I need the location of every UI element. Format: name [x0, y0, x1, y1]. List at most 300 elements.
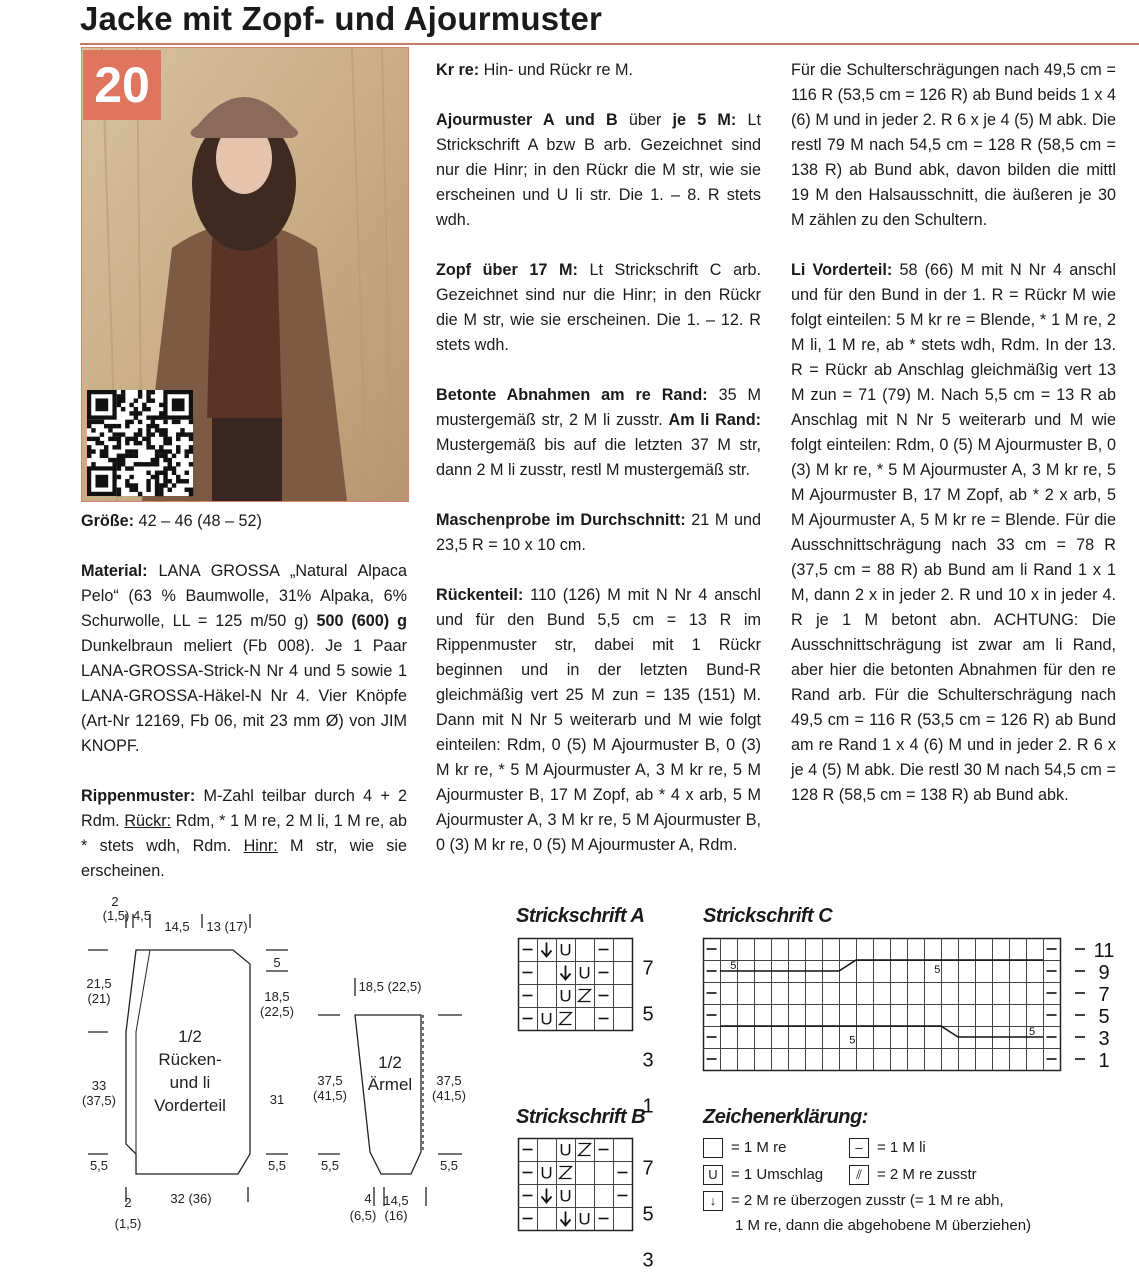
qr-module: [189, 437, 193, 441]
qr-module: [117, 466, 121, 470]
qr-module: [121, 398, 125, 402]
qr-module: [121, 454, 125, 458]
dim-sleeve-41-5: (41,5): [313, 1088, 347, 1103]
qr-module: [100, 454, 104, 458]
qr-module: [163, 449, 167, 453]
row-number: 1: [642, 1095, 654, 1118]
qr-module: [108, 458, 112, 462]
rib-text-2: Rdm, * 1 M re, 2 M li, 1 M re, ab * stets wdh, Rdm.: [81, 812, 407, 855]
qr-module: [134, 437, 138, 441]
dim-1-5-bottom: (1,5): [114, 1216, 142, 1231]
cable-five-label: 5: [1029, 1025, 1036, 1038]
qr-module: [138, 390, 142, 394]
qr-module: [129, 466, 133, 470]
legend-row-knit: [703, 1135, 786, 1160]
qr-module: [172, 454, 176, 458]
qr-module: [146, 462, 150, 466]
yarn-over-mark: U: [540, 1163, 553, 1183]
qr-module: [168, 458, 172, 462]
dim-sleeve-41-5-right: (41,5): [432, 1088, 466, 1103]
qr-module: [138, 492, 142, 496]
qr-module: [112, 432, 116, 436]
qr-module: [95, 441, 99, 445]
back-label-2: Rücken-: [158, 1050, 222, 1069]
qr-module: [138, 432, 142, 436]
qr-module: [117, 458, 121, 462]
qr-module: [117, 445, 121, 449]
qr-module: [163, 441, 167, 445]
back-piece-label: Rückenteil:: [436, 586, 524, 604]
size-label: Größe:: [81, 512, 135, 530]
qr-module: [163, 475, 167, 479]
skp-down-arrow-icon: ↓: [703, 1191, 723, 1211]
qr-module: [155, 479, 159, 483]
qr-module: [138, 394, 142, 398]
dim-sleeve-5-5-left: 5,5: [320, 1158, 340, 1173]
qr-module: [108, 437, 112, 441]
column-2: [436, 58, 761, 883]
qr-module: [176, 432, 180, 436]
qr-module: [121, 390, 125, 394]
qr-module: [95, 420, 99, 424]
chart-b-title: Strickschrift B: [516, 1106, 646, 1128]
qr-module: [168, 466, 172, 470]
qr-module: [168, 437, 172, 441]
qr-module: [151, 462, 155, 466]
qr-module: [185, 479, 189, 483]
legend-yarnover: = 1 Umschlag: [731, 1166, 824, 1183]
qr-module: [151, 420, 155, 424]
qr-module: [163, 428, 167, 432]
yarn-over-mark: U: [578, 963, 591, 983]
qr-module: [112, 424, 116, 428]
qr-module: [134, 454, 138, 458]
qr-module: [189, 462, 193, 466]
qr-module: [155, 488, 159, 492]
qr-module: [163, 479, 167, 483]
qr-module: [117, 475, 121, 479]
qr-module: [155, 471, 159, 475]
qr-module: [87, 445, 91, 449]
qr-module: [168, 479, 172, 483]
qr-module: [155, 462, 159, 466]
qr-module: [168, 441, 172, 445]
dim-1-5: (1,5): [102, 908, 130, 923]
qr-module: [146, 415, 150, 419]
legend-skp-2: 1 M re, dann die abgehobene M überziehen): [735, 1217, 1032, 1234]
qr-module: [176, 437, 180, 441]
qr-module: [159, 449, 163, 453]
qr-module: [146, 471, 150, 475]
qr-module: [146, 424, 150, 428]
purl-symbol-icon: –: [849, 1138, 869, 1158]
knit-symbol-icon: [703, 1138, 723, 1158]
qr-module: [146, 441, 150, 445]
legend-row-skp: [703, 1188, 1004, 1213]
qr-module: [108, 428, 112, 432]
qr-module: [180, 432, 184, 436]
qr-module: [112, 458, 116, 462]
qr-module: [155, 424, 159, 428]
qr-module: [117, 437, 121, 441]
qr-module: [176, 479, 180, 483]
qr-module: [159, 415, 163, 419]
qr-module: [155, 428, 159, 432]
qr-module: [87, 454, 91, 458]
qr-module: [134, 441, 138, 445]
dim-6-5: (6,5): [349, 1208, 377, 1223]
qr-module: [172, 420, 176, 424]
left-front-label: Li Vorderteil:: [791, 261, 893, 279]
back-label-4: Vorderteil: [154, 1096, 226, 1115]
sleeve-label-2: Ärmel: [367, 1075, 413, 1094]
qr-code-icon[interactable]: [87, 390, 193, 496]
qr-module: [163, 466, 167, 470]
garter-text: Hin- und Rückr re M.: [479, 61, 634, 79]
page-title: Jacke mit Zopf- und Ajourmuster: [80, 0, 603, 37]
column-1: [81, 509, 407, 909]
dim-sleeve-37-5: 37,5: [317, 1073, 343, 1088]
qr-module: [151, 432, 155, 436]
qr-module: [117, 403, 121, 407]
qr-module: [155, 415, 159, 419]
material-amount: 500 (600) g: [316, 612, 408, 630]
yarn-over-mark: U: [559, 940, 572, 960]
qr-module: [151, 424, 155, 428]
legend-row-skp-2: [735, 1213, 1031, 1238]
qr-module: [125, 466, 129, 470]
qr-module: [146, 445, 150, 449]
qr-module: [151, 415, 155, 419]
dim-5-5-right: 5,5: [267, 1158, 287, 1173]
dim-16: (16): [384, 1208, 408, 1223]
qr-module: [129, 454, 133, 458]
dim-22-5: (22,5): [260, 1004, 294, 1019]
qr-module: [189, 488, 193, 492]
row-number: 9: [1098, 962, 1110, 984]
qr-module: [129, 475, 133, 479]
shoulder-text: Für die Schulterschrägungen nach 49,5 cm = 116 R (53,5 cm = 126 R) ab Bund beids 1 x 4 (6) M und in jeder 2. R 6 x je 4 (5) M abk. Die restl 79 M nach 54,5 cm = 128 R (58,5 cm = 138 R) ab Bund abk, davon bilden die mittl 19 M den Halsausschnitt, die äußeren je 30 M zählen zu den Schultern.: [791, 61, 1116, 229]
qr-module: [138, 441, 142, 445]
row-number: 7: [1098, 984, 1110, 1006]
qr-module: [87, 420, 91, 424]
dim-5: 5: [273, 955, 281, 970]
qr-module: [168, 449, 172, 453]
qr-module: [155, 449, 159, 453]
qr-module: [129, 488, 133, 492]
qr-module: [117, 432, 121, 436]
qr-module: [100, 432, 104, 436]
rib-text-3: M str, wie sie erscheinen.: [81, 837, 408, 880]
qr-module: [142, 462, 146, 466]
qr-module: [108, 424, 112, 428]
dim-4: 4: [364, 1191, 372, 1206]
qr-module: [189, 420, 193, 424]
qr-module: [159, 403, 163, 407]
qr-module: [163, 437, 167, 441]
qr-finder-center: [95, 398, 108, 411]
qr-module: [155, 483, 159, 487]
qr-module: [112, 437, 116, 441]
qr-module: [163, 483, 167, 487]
dim-sleeve-top: 18,5 (22,5): [358, 979, 422, 994]
dim-2: 2: [111, 894, 119, 909]
qr-module: [155, 475, 159, 479]
qr-module: [121, 458, 125, 462]
back-label-1: 1/2: [178, 1027, 202, 1046]
yarn-over-mark: U: [559, 1186, 572, 1206]
qr-module: [146, 394, 150, 398]
k2tog-icon: ⫽: [849, 1165, 869, 1185]
qr-module: [176, 449, 180, 453]
qr-module: [172, 471, 176, 475]
garter-label: Kr re:: [436, 61, 480, 79]
qr-module: [91, 428, 95, 432]
row-number: 7: [642, 1157, 654, 1180]
qr-module: [134, 462, 138, 466]
lace-stitches: je 5 M:: [672, 111, 737, 129]
qr-module: [134, 432, 138, 436]
qr-module: [104, 454, 108, 458]
legend-purl: = 1 M li: [877, 1139, 926, 1156]
qr-module: [163, 454, 167, 458]
decrease-right-text: 35 M mustergemäß str, 2 M li zusstr.: [436, 386, 761, 429]
chart-c-title: Strickschrift C: [703, 905, 833, 927]
dim-21: (21): [87, 991, 111, 1006]
row-number: 3: [1098, 1028, 1110, 1050]
qr-module: [129, 403, 133, 407]
qr-module: [146, 407, 150, 411]
qr-module: [95, 437, 99, 441]
legend-row-purl: [849, 1135, 926, 1160]
row-number: 5: [642, 1003, 654, 1026]
qr-module: [100, 449, 104, 453]
qr-module: [185, 471, 189, 475]
qr-module: [91, 437, 95, 441]
qr-module: [134, 483, 138, 487]
qr-module: [151, 390, 155, 394]
qr-module: [155, 492, 159, 496]
qr-module: [121, 432, 125, 436]
dim-sleeve-5-5-right: 5,5: [439, 1158, 459, 1173]
qr-module: [117, 492, 121, 496]
qr-module: [100, 441, 104, 445]
qr-module: [121, 394, 125, 398]
rib-pattern-label: Rippenmuster:: [81, 787, 196, 805]
qr-module: [129, 411, 133, 415]
dim-14-5: 14,5: [164, 919, 190, 934]
qr-module: [117, 394, 121, 398]
row-number: 11: [1093, 940, 1115, 962]
qr-module: [87, 449, 91, 453]
qr-module: [155, 458, 159, 462]
column-3: [791, 58, 1116, 833]
qr-module: [125, 479, 129, 483]
qr-module: [142, 407, 146, 411]
sleeve-label-1: 1/2: [378, 1053, 402, 1072]
rib-wrong-side-label: Rückr:: [124, 812, 172, 830]
qr-module: [125, 449, 129, 453]
qr-module: [121, 407, 125, 411]
qr-module: [189, 432, 193, 436]
row-number: 5: [1098, 1006, 1110, 1028]
chart-c-grid: [703, 936, 1123, 1072]
qr-module: [117, 398, 121, 402]
qr-module: [125, 441, 129, 445]
qr-module: [151, 398, 155, 402]
pattern-number-badge: 20: [83, 50, 161, 120]
dim-sleeve-14-5: 14,5: [383, 1193, 409, 1208]
qr-module: [163, 458, 167, 462]
qr-module: [176, 462, 180, 466]
qr-module: [134, 415, 138, 419]
qr-module: [180, 479, 184, 483]
decrease-left-label: Am li Rand:: [668, 411, 761, 429]
left-front-text: 58 (66) M mit N Nr 4 anschl und für den Bund in der 1. R = Rückr M wie folgt einteilen: 5 M kr re = Blende, * 1 M re, 2 M li, 1 M re, ab * stets wdh, Rdm. In der 13. R = Rückr ab Anschlag gleichmäßig vert 13 M zun = 71 (79) M. Nach 5,5 cm = 13 R ab Anschlag mit N Nr 5 weiterarb und M wie folgt einteilen: Rdm, 0 (5) M Ajourmuster B, 0 (3) M kr re, * 5 M Ajourmuster A, 3 M kr re, 5 M Ajourmuster B, 17 M Zopf, ab * 2 x arb, 5 M Ajourmuster A, 5 M kr re = Blende. Für die Ausschnittschrägung nach 33 cm = 78 R (37,5 cm = 88 R) ab Bund am li Rand 1 x 1 M, dann 2 x in jeder 2. R und 10 x in jeder 4. R je 1 M betont abn. ACHTUNG: Die Ausschnittschrägung ist zwar am li Rand, aber hier die betonten Abnahmen für den re Rand arb. Für die Schulterschrägung nach 49,5 cm = 116 R (53,5 cm = 126 R) ab Bund am re Rand 1 x 4 (6) M und in jeder 2. R 6 x je 4 (5) M abk. Die restl 30 M nach 54,5 cm = 128 R (58,5 cm = 138 R) ab Bund abk.: [791, 261, 1116, 804]
qr-module: [151, 458, 155, 462]
cable-five-label: 5: [934, 964, 941, 977]
qr-module: [112, 462, 116, 466]
material-text-2: Dunkelbraun meliert (Fb 008). Je 1 Paar LANA-GROSSA-Strick-N Nr 4 und 5 sowie 1 LANA-GROSSA-Häkel-N Nr 4. Vier Knöpfe (Art-Nr 12169, Fb 06, mit 23 mm Ø) von JIM KNOPF.: [81, 637, 407, 755]
qr-module: [117, 424, 121, 428]
cable-label: Zopf über 17 M:: [436, 261, 578, 279]
qr-module: [91, 462, 95, 466]
qr-module: [125, 483, 129, 487]
chart-b-grid: [518, 1136, 663, 1272]
qr-module: [129, 420, 133, 424]
qr-module: [125, 454, 129, 458]
gauge-text: 21 M und 23,5 R = 10 x 10 cm.: [436, 511, 761, 554]
qr-module: [180, 428, 184, 432]
yarn-over-mark: U: [578, 1209, 591, 1229]
qr-module: [176, 475, 180, 479]
back-label-3: und li: [169, 1073, 211, 1092]
qr-module: [168, 488, 172, 492]
qr-module: [104, 449, 108, 453]
qr-module: [189, 492, 193, 496]
qr-module: [117, 462, 121, 466]
dim-18-5: 18,5: [264, 989, 290, 1004]
qr-finder-center: [172, 398, 185, 411]
row-number: 3: [642, 1049, 654, 1072]
legend-skp-1: = 2 M re überzogen zusstr (= 1 M re abh,: [731, 1192, 1004, 1209]
dim-5-5-left: 5,5: [89, 1158, 109, 1173]
legend-row-yarnover: [703, 1162, 823, 1187]
qr-module: [104, 424, 108, 428]
qr-module: [146, 479, 150, 483]
qr-module: [172, 466, 176, 470]
qr-module: [146, 390, 150, 394]
qr-module: [129, 449, 133, 453]
qr-module: [151, 445, 155, 449]
qr-module: [168, 462, 172, 466]
qr-module: [146, 437, 150, 441]
qr-finder-center: [95, 475, 108, 488]
qr-module: [125, 437, 129, 441]
qr-module: [142, 403, 146, 407]
garment-schematic: [78, 890, 478, 1240]
qr-module: [117, 488, 121, 492]
legend-title: Zeichenerklärung:: [703, 1106, 868, 1128]
title-underline: [80, 43, 1139, 45]
qr-module: [163, 432, 167, 436]
qr-module: [185, 454, 189, 458]
qr-module: [159, 428, 163, 432]
qr-module: [91, 449, 95, 453]
qr-module: [142, 437, 146, 441]
qr-module: [117, 441, 121, 445]
rib-right-side-label: Hinr:: [243, 837, 278, 855]
qr-module: [172, 483, 176, 487]
lace-mid: über: [617, 111, 673, 129]
qr-module: [159, 445, 163, 449]
qr-module: [134, 407, 138, 411]
qr-module: [125, 420, 129, 424]
qr-module: [91, 420, 95, 424]
qr-module: [185, 488, 189, 492]
qr-module: [138, 428, 142, 432]
dim-37-5: (37,5): [82, 1093, 116, 1108]
qr-module: [176, 445, 180, 449]
cable-five-label: 5: [849, 1034, 856, 1047]
size-text: 42 – 46 (48 – 52): [134, 512, 262, 530]
qr-module: [138, 420, 142, 424]
qr-module: [185, 432, 189, 436]
material-label: Material:: [81, 562, 148, 580]
qr-module: [146, 398, 150, 402]
qr-module: [163, 420, 167, 424]
row-number: 1: [1098, 1050, 1110, 1072]
decrease-left-text: Mustergemäß bis auf die letzten 37 M str, dann 2 M li zusstr, restl M mustergemäß str.: [436, 436, 761, 479]
qr-module: [159, 488, 163, 492]
dim-2-bottom: 2: [124, 1195, 132, 1210]
qr-module: [87, 424, 91, 428]
qr-module: [146, 432, 150, 436]
decrease-right-label: Betonte Abnahmen am re Rand:: [436, 386, 708, 404]
legend-row-k2tog: [849, 1162, 977, 1187]
qr-module: [129, 483, 133, 487]
rib-text-1: M-Zahl teilbar durch 4 + 2 Rdm.: [81, 787, 407, 830]
legend-k2tog: = 2 M re zusstr: [877, 1166, 977, 1183]
yarn-over-mark: U: [559, 986, 572, 1006]
qr-module: [146, 428, 150, 432]
qr-module: [112, 445, 116, 449]
legend-knit: = 1 M re: [731, 1139, 787, 1156]
dim-13-17: 13 (17): [206, 919, 248, 934]
cable-five-label: 5: [730, 959, 737, 972]
qr-module: [159, 471, 163, 475]
qr-module: [159, 454, 163, 458]
qr-module: [134, 411, 138, 415]
row-number: 5: [642, 1203, 654, 1226]
dim-21-5: 21,5: [86, 976, 112, 991]
yarn-over-icon: U: [703, 1165, 723, 1185]
qr-module: [189, 449, 193, 453]
dim-4-5: 4,5: [132, 908, 152, 923]
dim-33: 33: [91, 1078, 107, 1093]
qr-module: [121, 462, 125, 466]
material-text: LANA GROSSA „Natural Alpaca Pelo“ (63 % Baumwolle, 31% Alpaka, 6% Schurwolle, LL = 125 m/50 g): [81, 562, 407, 630]
qr-module: [125, 424, 129, 428]
lace-label: Ajourmuster A und B: [436, 111, 618, 129]
qr-module: [176, 420, 180, 424]
chart-a-title: Strickschrift A: [516, 905, 645, 927]
qr-module: [189, 445, 193, 449]
qr-module: [134, 398, 138, 402]
row-number: 3: [642, 1249, 654, 1272]
yarn-over-mark: U: [559, 1140, 572, 1160]
yarn-over-mark: U: [540, 1009, 553, 1029]
